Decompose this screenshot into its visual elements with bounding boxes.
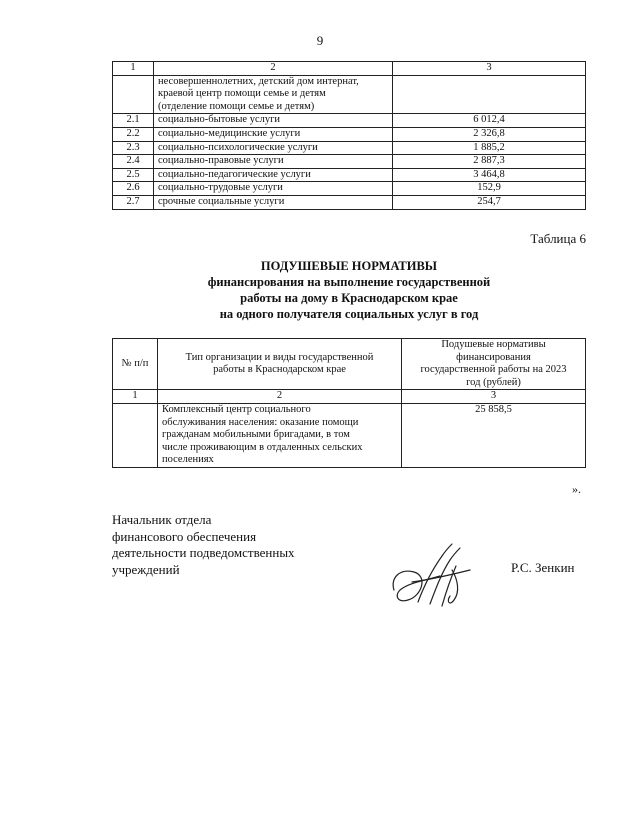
row-value: 3 464,8 <box>393 168 586 182</box>
row-number <box>113 75 154 114</box>
signer-name: Р.С. Зенкин <box>511 560 575 575</box>
row-value: 1 885,2 <box>393 141 586 155</box>
row-name-line: (отделение помощи семье и детям) <box>158 100 315 112</box>
row-name-line: Комплексный центр социального <box>162 403 311 415</box>
closing-quote: ». <box>572 482 581 496</box>
numbering-cell: 3 <box>402 390 586 404</box>
document-title <box>112 258 586 322</box>
row-name <box>154 75 393 114</box>
row-name: социально-правовые услуги <box>154 155 393 169</box>
row-number: 2.7 <box>113 195 154 209</box>
header-line: финансирования <box>456 351 531 363</box>
numbering-cell: 2 <box>158 390 402 404</box>
services-table <box>112 61 586 210</box>
row-name: социально-медицинские услуги <box>154 127 393 141</box>
table-row <box>113 155 586 169</box>
header-cell: 3 <box>393 62 586 76</box>
title-heading: ПОДУШЕВЫЕ НОРМАТИВЫ <box>260 259 438 273</box>
title-line: работы на дому в Краснодарском крае <box>240 291 458 305</box>
row-value: 152,9 <box>393 182 586 196</box>
header-cell-normative <box>402 339 586 390</box>
row-number: 2.2 <box>113 127 154 141</box>
header-cell-type <box>158 339 402 390</box>
header-line: Тип организации и виды государственной <box>185 351 374 363</box>
row-number: 2.4 <box>113 155 154 169</box>
row-number: 2.3 <box>113 141 154 155</box>
signatory-title <box>112 512 295 578</box>
row-value: 6 012,4 <box>393 114 586 128</box>
normatives-table <box>112 338 586 468</box>
signatory-line: финансового обеспечения <box>112 528 257 544</box>
numbering-cell: 1 <box>113 390 158 404</box>
row-number: 2.5 <box>113 168 154 182</box>
table-header-row <box>113 62 586 76</box>
row-name-line: обслуживания населения: оказание помощи <box>162 416 359 428</box>
row-name-line: краевой центр помощи семье и детям <box>158 88 326 100</box>
row-value: 2 887,3 <box>393 155 586 169</box>
row-value: 2 326,8 <box>393 127 586 141</box>
row-name: социально-бытовые услуги <box>154 114 393 128</box>
table-row <box>113 182 586 196</box>
header-line: год (рублей) <box>466 376 521 388</box>
header-line: работы в Краснодарском крае <box>213 364 346 376</box>
row-value: 254,7 <box>393 195 586 209</box>
header-line: государственной работы на 2023 <box>420 364 567 376</box>
table-row <box>113 127 586 141</box>
table-row <box>113 75 586 114</box>
table-row <box>113 168 586 182</box>
table-row <box>113 141 586 155</box>
table-row <box>113 114 586 128</box>
table-row <box>113 195 586 209</box>
row-name-line: числе проживающим в отдаленных сельских <box>162 441 363 453</box>
title-line: на одного получателя социальных услуг в год <box>219 307 479 321</box>
header-cell: 1 <box>113 62 154 76</box>
row-number: 2.1 <box>113 114 154 128</box>
row-name-line: поселениях <box>162 454 214 466</box>
row-name: социально-педагогические услуги <box>154 168 393 182</box>
table-numbering-row <box>113 390 586 404</box>
signatory-line: деятельности подведомственных <box>112 545 295 560</box>
row-name <box>158 403 402 467</box>
table-header-row <box>113 339 586 390</box>
page-number: 9 <box>316 33 324 48</box>
header-cell-number: № п/п <box>113 339 158 390</box>
header-cell: 2 <box>154 62 393 76</box>
row-number <box>113 403 158 467</box>
header-line: Подушевые нормативы <box>441 339 546 350</box>
row-name: срочные социальные услуги <box>154 195 393 209</box>
row-name-line: гражданам мобильными бригадами, в том <box>162 429 350 441</box>
table-label: Таблица 6 <box>530 231 586 246</box>
title-line: финансирования на выполнение государственной <box>207 275 491 289</box>
handwritten-signature <box>388 540 476 614</box>
row-name: социально-психологические услуги <box>154 141 393 155</box>
row-value <box>393 75 586 114</box>
row-name: социально-трудовые услуги <box>154 182 393 196</box>
signatory-line: Начальник отдела <box>112 512 212 527</box>
row-number: 2.6 <box>113 182 154 196</box>
signatory-line: учреждений <box>112 561 180 577</box>
table-row <box>113 403 586 467</box>
row-value: 25 858,5 <box>402 403 586 467</box>
row-name-line: несовершеннолетних, детский дом интернат, <box>158 75 359 87</box>
